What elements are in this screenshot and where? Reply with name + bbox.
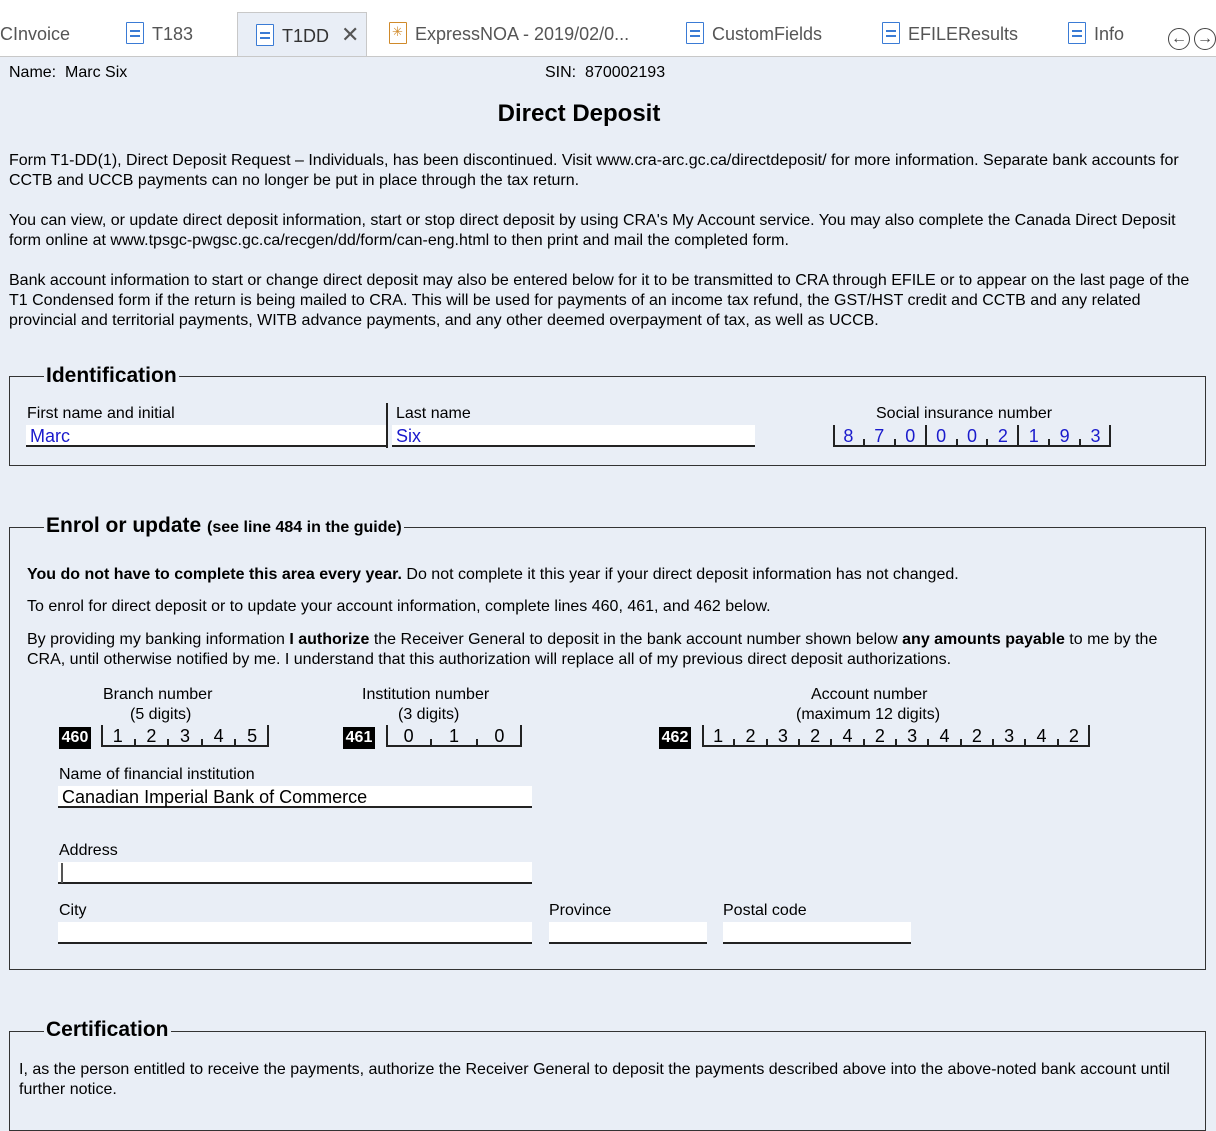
- digit-cell: 9: [1059, 426, 1070, 446]
- last-name-field[interactable]: Six: [392, 425, 755, 447]
- digit-separator: [201, 739, 203, 747]
- digit-separator: [894, 439, 896, 447]
- branch-sub-label: (5 digits): [130, 706, 192, 723]
- digit-cell: 2: [1068, 726, 1079, 746]
- tab-t183[interactable]: [126, 12, 193, 56]
- account-label: Account number: [811, 686, 928, 703]
- digit-separator: [1057, 739, 1059, 747]
- intro-paragraph-1: Form T1-DD(1), Direct Deposit Request – Individuals, has been discontinued. Visit www.cra-arc.gc.ca/directdeposit/ for more information. Separate bank accounts for CCTB and UCCB payments can no longer be put in place through the tax return.: [9, 152, 1179, 189]
- scroll-right-icon[interactable]: →: [1194, 28, 1216, 50]
- account-sub-label: (maximum 12 digits): [796, 706, 941, 723]
- text-cursor: [61, 863, 63, 883]
- digit-separator: [830, 739, 832, 747]
- certification-text: I, as the person entitled to receive the payments, authorize the Receiver General to deposit the payments described above into the above-noted bank account until further notice.: [19, 1061, 1170, 1098]
- client-name: [9, 64, 127, 82]
- digit-separator: [234, 739, 236, 747]
- identification-legend: Identification: [46, 364, 177, 387]
- tab-customfields[interactable]: [686, 12, 822, 56]
- digit-separator: [733, 739, 735, 747]
- digit-cell: 3: [777, 726, 788, 746]
- branch-number-field[interactable]: [101, 725, 269, 747]
- digit-cell: 1: [448, 726, 459, 746]
- digit-cell: 3: [1004, 726, 1015, 746]
- enrol-legend-note: (see line 484 in the guide): [207, 519, 402, 536]
- certification-legend: Certification: [46, 1018, 169, 1041]
- digit-cell: 1: [1028, 426, 1039, 446]
- first-name-label: First name and initial: [27, 405, 175, 422]
- enrol-p1-bold: You do not have to complete this area every year.: [27, 566, 402, 583]
- institution-label: Institution number: [362, 686, 490, 703]
- first-name-field[interactable]: Marc: [26, 425, 386, 447]
- account-number-field[interactable]: [702, 725, 1090, 747]
- digit-separator: [863, 739, 865, 747]
- digit-separator: [1024, 739, 1026, 747]
- digit-separator: [986, 439, 988, 447]
- enrol-legend-title: Enrol or update: [46, 514, 202, 537]
- digit-cell: 7: [874, 426, 885, 446]
- sin-field-label: Social insurance number: [876, 405, 1053, 422]
- digit-separator: [1017, 425, 1019, 447]
- tab-cinvoice[interactable]: [0, 12, 70, 56]
- digit-cell: 4: [842, 726, 853, 746]
- digit-separator: [167, 739, 169, 747]
- digit-cell: 0: [494, 726, 505, 746]
- document-icon: [686, 22, 704, 44]
- institution-number-field[interactable]: [386, 725, 522, 747]
- digit-separator: [134, 739, 136, 747]
- digit-cell: 8: [843, 426, 854, 446]
- digit-cell: 4: [939, 726, 950, 746]
- city-label: City: [59, 902, 87, 919]
- digit-cell: 4: [1036, 726, 1047, 746]
- line-460-badge: 460: [59, 727, 91, 749]
- province-label: Province: [549, 902, 612, 919]
- line-461-badge: 461: [343, 727, 375, 749]
- digit-cell: 0: [936, 426, 947, 446]
- enrol-p3-b: I authorize: [289, 631, 370, 648]
- name-value: Marc Six: [65, 64, 128, 81]
- city-field[interactable]: [58, 922, 532, 944]
- digit-cell: 4: [213, 726, 224, 746]
- tab-label: T183: [152, 24, 194, 44]
- digit-separator: [798, 739, 800, 747]
- enrol-p3-e: to me by the CRA, until otherwise notified by me. I understand that this authorization will replace all of my previous direct deposit authorizations.: [27, 631, 1158, 668]
- intro-paragraph-3: Bank account information to start or change direct deposit may also be entered below for it to be transmitted to CRA through EFILE or to appear on the last page of the T1 Condensed form if the return is being mailed to CRA. This will be used for payments of an income tax refund, the GST/HST credit and CCTB and any related provincial and territorial payments, WITB advance payments, and any other deemed overpayment of tax, as well as UCCB.: [9, 272, 1190, 329]
- document-icon: [126, 22, 144, 44]
- postal-code-field[interactable]: [723, 922, 911, 944]
- digit-cell: 0: [403, 726, 414, 746]
- digit-separator: [992, 739, 994, 747]
- digit-separator: [925, 425, 927, 447]
- tab-info[interactable]: [1068, 12, 1124, 56]
- client-sin: [545, 64, 665, 82]
- digit-separator: [476, 739, 478, 747]
- digit-cell: 2: [874, 726, 885, 746]
- digit-separator: [960, 739, 962, 747]
- page-title: Direct Deposit: [497, 100, 661, 127]
- document-icon: [1068, 22, 1086, 44]
- digit-separator: [956, 439, 958, 447]
- sin-value: 870002193: [585, 64, 666, 81]
- tab-label: CInvoice: [0, 24, 71, 44]
- tab-expressnoa[interactable]: [389, 12, 629, 56]
- tab-efileresults[interactable]: [882, 12, 1018, 56]
- intro-paragraph-2: You can view, or update direct deposit information, start or stop direct deposit by using CRA's My Account service. You may also complete the Canada Direct Deposit form online at www.tpsgc-pwgsc.gc.ca/recgen/dd/form/can-eng.html to then print and mail the completed form.: [9, 212, 1176, 249]
- document-icon: [882, 22, 900, 44]
- digit-separator: [430, 739, 432, 747]
- tab-label: T1DD: [282, 26, 330, 46]
- digit-separator: [1079, 439, 1081, 447]
- tab-label: EFILEResults: [908, 24, 1019, 44]
- digit-separator: [895, 739, 897, 747]
- enrol-paragraph-2: To enrol for direct deposit or to update your account information, complete lines 460, 461, and 462 below.: [27, 598, 771, 615]
- digit-cell: 1: [112, 726, 123, 746]
- close-icon[interactable]: ✕: [341, 22, 360, 47]
- last-name-label: Last name: [396, 405, 471, 422]
- financial-institution-label: Name of financial institution: [59, 766, 255, 783]
- enrol-p1-rest: Do not complete it this year if your direct deposit information has not changed.: [401, 566, 959, 583]
- digit-cell: 5: [247, 726, 258, 746]
- tab-bar: [0, 0, 1216, 57]
- sin-field[interactable]: [833, 425, 1111, 447]
- scroll-left-icon[interactable]: ←: [1168, 28, 1190, 50]
- digit-cell: 1: [713, 726, 724, 746]
- tab-label: ExpressNOA - 2019/02/0...: [415, 24, 630, 44]
- digit-cell: 0: [905, 426, 916, 446]
- enrol-paragraph-1: [27, 565, 1197, 585]
- tab-label: CustomFields: [712, 24, 823, 44]
- institution-sub-label: (3 digits): [398, 706, 460, 723]
- enrol-paragraph-3: [27, 630, 1197, 670]
- digit-separator: [863, 439, 865, 447]
- address-field[interactable]: [58, 862, 532, 884]
- enrol-p3-a: By providing my banking information: [27, 631, 290, 648]
- digit-cell: 3: [179, 726, 190, 746]
- name-label: Name:: [9, 64, 57, 81]
- postal-code-label: Postal code: [723, 902, 807, 919]
- enrol-legend: [44, 514, 404, 538]
- digit-cell: 2: [997, 426, 1008, 446]
- digit-cell: 3: [907, 726, 918, 746]
- document-icon: [256, 24, 274, 46]
- address-label: Address: [59, 842, 118, 859]
- digit-separator: [766, 739, 768, 747]
- digit-cell: 0: [966, 426, 977, 446]
- branch-label: Branch number: [103, 686, 213, 703]
- digit-cell: 2: [810, 726, 821, 746]
- sin-label: SIN:: [545, 64, 577, 81]
- financial-institution-field[interactable]: Canadian Imperial Bank of Commerce: [58, 786, 532, 808]
- digit-cell: 2: [146, 726, 157, 746]
- digit-cell: 2: [971, 726, 982, 746]
- tab-label: Info: [1094, 24, 1125, 44]
- province-field[interactable]: [549, 922, 707, 944]
- divider: [386, 403, 388, 448]
- express-noa-icon: ✳: [389, 22, 407, 44]
- enrol-p3-d: any amounts payable: [902, 631, 1065, 648]
- tab-t1dd[interactable]: [237, 12, 367, 56]
- digit-cell: 2: [745, 726, 756, 746]
- digit-cell: 3: [1090, 426, 1101, 446]
- line-462-badge: 462: [659, 727, 691, 749]
- enrol-p3-c: the Receiver General to deposit in the bank account number shown below: [369, 631, 903, 648]
- digit-separator: [1048, 439, 1050, 447]
- digit-separator: [927, 739, 929, 747]
